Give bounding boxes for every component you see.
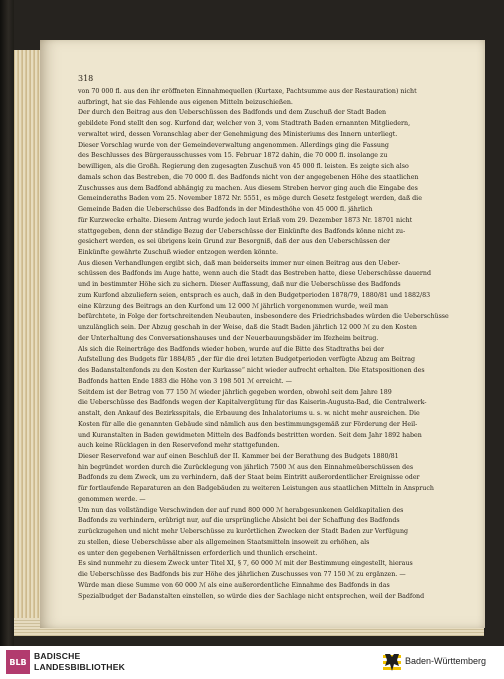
text-line: hin begründet worden durch die Zurücklegung von jährlich 7500 ℳ aus den Einnahmeüberschüssen des bbox=[78, 463, 414, 471]
text-line: von 70 000 fl. aus den ihr eröffneten Einnahmequellen (Kurtaxe, Pachtsumme aus der Restauration) nicht bbox=[78, 88, 417, 95]
state-name[interactable]: Baden-Württemberg bbox=[405, 656, 487, 666]
state-coat-of-arms-icon[interactable] bbox=[381, 652, 403, 674]
text-line: Dieser Reservefond war auf einen Beschluß der II. Kammer bei der Berathung des Budgets 1880/81 bbox=[78, 452, 399, 460]
text-line: die Ueberschüsse des Badfonds wegen der Kapitalvergütung für das Kaiserin-Augusta-Bad, die Centralwerk- bbox=[78, 399, 427, 407]
page-number: 318 bbox=[78, 74, 94, 83]
text-line: aufbringt, hat sie das Fehlende aus eigenen Mitteln beizuschießen. bbox=[78, 98, 293, 106]
text-line: Um nun das vollständige Verschwinden der auf rund 800 000 ℳ herabgesunkenen Geldkapitalien des bbox=[78, 506, 404, 514]
text-line: Badfonds zu verhindern, erübrigt nur, auf die ursprüngliche Absicht bei der Schaffung des Badfonds bbox=[78, 517, 400, 525]
text-line: eine Kürzung des Beitrags an den Kurfond um 12 000 ℳ jährlich vorgenommen wurde, weil man bbox=[78, 302, 389, 310]
text-line: Aufstellung des Budgets für 1884/85 „der für die drei letzten Budgetperioden verfügte Abzug am Beitrag bbox=[78, 356, 416, 364]
text-line: der Unterhaltung des Conversationshauses und der Neuerbauungsbäder im Ifezheim beitrug. bbox=[78, 334, 379, 342]
text-line: Der durch den Beitrag aus den Ueberschüssen des Badfonds und dem Zuschuß der Stadt Baden bbox=[78, 109, 387, 117]
text-line: des Badanstaltenfonds zu den Kosten der Kurkasse“ nicht wieder aufrecht erhalten. Die Etatspositionen des bbox=[78, 367, 425, 375]
text-line: Kosten für alle die genannten Gebäude sind nämlich aus den bestimmungsgemäß zur Förderung der Heil- bbox=[78, 420, 418, 428]
text-line: Badfonds hatten Ende 1883 die Höhe von 3 198 501 ℳ erreicht. — bbox=[78, 377, 292, 385]
text-line: unzulänglich sein. Der Abzug geschah in der Weise, daß die Stadt Baden jährlich 12 000 ℳ zu den Kosten bbox=[78, 324, 417, 332]
text-line: Als sich die Reinerträge des Badfonds wieder hoben, wurde auf die Bitte des Stadtraths bei der bbox=[78, 345, 384, 353]
text-line: genommen werde. — bbox=[78, 495, 146, 503]
text-line: zu stellen, diese Ueberschüsse aber als allgemeinen Staatsmitteln insoweit zu erhöhen, als bbox=[78, 538, 370, 546]
library-name[interactable] bbox=[34, 651, 125, 673]
text-line: und Kuranstalten in Baden gewidmeten Mitteln des Badfonds bestritten worden. Seit dem Jahr 1892 haben bbox=[78, 431, 422, 439]
text-line: Aus diesen Verhandlungen ergibt sich, daß man beiderseits immer nur einen Beitrag aus den Ueber- bbox=[78, 259, 401, 267]
body-text bbox=[78, 87, 476, 607]
library-name-line1: BADISCHE bbox=[34, 651, 81, 661]
blb-logo[interactable]: BLB bbox=[6, 650, 30, 674]
text-line: gebildete Fond stellt den sog. Kurfond dar, welcher von 3, vom Stadtrath Baden ernannten Mitgliedern, bbox=[78, 120, 411, 128]
text-line: anstalt, den Ankauf des Bezirksspitals, die Erbauung des Inhalatoriums u. s. w. nicht mehr ausreichen. Die bbox=[78, 410, 420, 418]
page-stack-edge bbox=[14, 50, 42, 630]
library-name-line2: LANDESBIBLIOTHEK bbox=[34, 662, 126, 672]
text-line: Einkünfte gewährte Zuschuß wieder entzogen werden könnte. bbox=[78, 249, 278, 257]
text-line: Spezialbudget der Badanstalten einstellen, so würde dies der Sachlage nicht entsprechen, weil der Badfond bbox=[78, 592, 425, 600]
text-line: es unter den gegebenen Verhältnissen erforderlich und thunlich erscheint. bbox=[78, 549, 318, 557]
text-line: befürchtete, in Folge der fortschreitenden Neubauten, insbesondere des Friedrichsbades würden die Ueberschüsse bbox=[78, 313, 449, 321]
text-line: Gemeinde Baden die Ueberschüsse des Badfonds in der Mindesthöhe von 45 000 fl. jährlich bbox=[78, 206, 373, 214]
text-line: schüssen des Badfonds im Auge hatte, wenn auch die Stadt das Bestreben hatte, diese Ueberschüsse dauernd bbox=[78, 270, 432, 278]
text-line: zurückzugehen und nicht mehr Ueberschüsse zu kurörtlichen Zwecken der Stadt Baden zur Verfügung bbox=[78, 528, 409, 536]
text-line: auch keine Rücklagen in den Reservefond mehr stattgefunden. bbox=[78, 442, 280, 450]
text-line: Es sind nunmehr zu diesem Zweck unter Titel XI, § 7, 60 000 ℳ mit der Bestimmung eingestellt, hieraus bbox=[78, 560, 413, 568]
text-line: Badfonds zu dem Zweck, um zu verhindern, daß der Staat beim Eintritt außerordentlicher Ereignisse oder bbox=[78, 474, 420, 482]
text-line: Dieser Vorschlag wurde von der Gemeindeverwaltung angenommen. Allerdings ging die Fassung bbox=[78, 141, 389, 149]
text-line: Würde man diese Summe von 60 000 ℳ als eine außerordentliche Einnahme des Badfonds in das bbox=[78, 581, 390, 589]
text-line: für Kurzwecke erhalte. Diesem Antrag wurde jedoch laut Erlaß vom 29. Dezember 1873 Nr. 18701 nicht bbox=[78, 216, 413, 224]
text-line: Zuschusses aus dem Badfond abhängig zu machen. Aus diesem Streben hervor ging auch die Eingabe des bbox=[78, 184, 418, 192]
text-line: damals schon das Bestreben, die 70 000 fl. des Badfonds nicht von der angegebenen Höhe des staatlichen bbox=[78, 173, 419, 181]
text-line: stattgegeben, denn der ständige Bezug der Ueberschüsse der Einkünfte des Badfonds könne nicht zu- bbox=[78, 227, 406, 235]
text-line: bewilligen, als die Großh. Regierung den zugesagten Zuschuß von 45 000 fl. leisten. Es zeigte sich also bbox=[78, 163, 409, 171]
text-line: zum Kurfond abzuliefern seien, entsprach es auch, daß in den Budgetperioden 1878/79, 1880/81 und 1882/83 bbox=[78, 291, 431, 299]
text-line: Gemeinderaths Baden vom 25. November 1872 Nr. 5551, es möge durch Gesetz festgelegt werden, daß die bbox=[78, 195, 422, 203]
text-line: verwaltet wird, dessen Voranschlag aber der Genehmigung des Ministeriums des Innern unterliegt. bbox=[78, 130, 398, 138]
text-line: Seitdem ist der Betrag von 77 150 ℳ wieder jährlich gegeben worden, obwohl seit dem Jahre 189 bbox=[78, 388, 392, 396]
text-line: und in bestimmter Höhe sich zu sichern. Dieser Auffassung, daß nur die Ueberschüsse des Badfonds bbox=[78, 281, 401, 289]
text-line: die Ueberschüsse des Badfonds bis zur Höhe des jährlichen Zuschusses von 77 150 ℳ zu ergänzen. — bbox=[78, 571, 406, 579]
text-line: gesichert werden, es sei übrigens kein Grund zur Besorgniß, daß der aus den Ueberschüssen der bbox=[78, 238, 391, 246]
text-line: des Beschlusses des Bürgerausschusses vom 15. Februar 1872 dahin, die 70 000 fl. insolange zu bbox=[78, 152, 388, 160]
text-line: für fortlaufende Reparaturen an den Badgebäuden zu weiteren Leistungen aus staatlichen Mitteln in Anspruch bbox=[78, 485, 434, 493]
book-cover-edge bbox=[0, 0, 14, 646]
